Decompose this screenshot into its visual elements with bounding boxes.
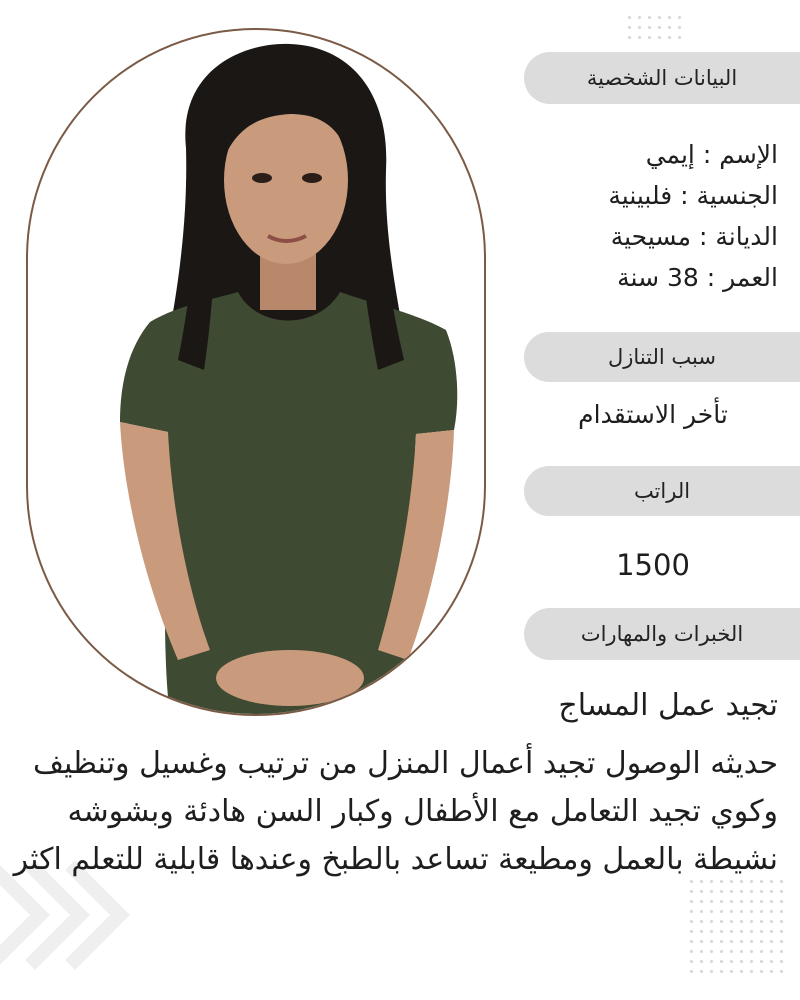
decorative-dot bbox=[720, 940, 723, 943]
decorative-dot bbox=[750, 910, 753, 913]
decorative-dot bbox=[760, 950, 763, 953]
decorative-dot bbox=[770, 930, 773, 933]
decorative-dot bbox=[678, 16, 681, 19]
decorative-dot bbox=[648, 36, 651, 39]
decorative-dot bbox=[770, 970, 773, 973]
decorative-dot bbox=[730, 950, 733, 953]
profile-photo bbox=[26, 28, 486, 716]
decorative-dot bbox=[740, 950, 743, 953]
decorative-dot bbox=[740, 910, 743, 913]
decorative-dot bbox=[700, 940, 703, 943]
decorative-dot bbox=[750, 930, 753, 933]
decorative-dot bbox=[720, 910, 723, 913]
decorative-dot bbox=[628, 26, 631, 29]
decorative-dot bbox=[780, 950, 783, 953]
decorative-dot bbox=[770, 960, 773, 963]
decorative-dot bbox=[780, 900, 783, 903]
decorative-dot bbox=[730, 890, 733, 893]
decorative-dot bbox=[628, 36, 631, 39]
decorative-dot bbox=[760, 940, 763, 943]
decorative-dot bbox=[720, 960, 723, 963]
decorative-dot bbox=[740, 930, 743, 933]
decorative-dot bbox=[700, 950, 703, 953]
decorative-dot bbox=[638, 36, 641, 39]
decorative-dot bbox=[710, 890, 713, 893]
decorative-dot bbox=[658, 26, 661, 29]
decorative-dot bbox=[648, 16, 651, 19]
decorative-dot bbox=[770, 940, 773, 943]
decorative-dot bbox=[700, 910, 703, 913]
decorative-dot bbox=[690, 970, 693, 973]
release-reason-header bbox=[524, 332, 800, 382]
decorative-dot bbox=[678, 36, 681, 39]
decorative-dot bbox=[750, 970, 753, 973]
decorative-dot bbox=[690, 930, 693, 933]
decorative-dot bbox=[710, 920, 713, 923]
release-reason-title: سبب التنازل bbox=[608, 345, 716, 369]
decorative-dot bbox=[730, 900, 733, 903]
decorative-dot bbox=[690, 960, 693, 963]
decorative-dot bbox=[720, 950, 723, 953]
decorative-dot bbox=[690, 900, 693, 903]
person-illustration bbox=[28, 30, 486, 716]
decorative-dot bbox=[720, 930, 723, 933]
decorative-dot bbox=[638, 16, 641, 19]
decorative-dot bbox=[720, 890, 723, 893]
decorative-dot bbox=[750, 900, 753, 903]
salary-header bbox=[524, 466, 800, 516]
personal-info-title: البيانات الشخصية bbox=[586, 66, 738, 90]
decorative-dot bbox=[730, 930, 733, 933]
decorative-dot bbox=[668, 16, 671, 19]
skills-title: الخبرات والمهارات bbox=[580, 622, 744, 646]
decorative-dot bbox=[750, 960, 753, 963]
decorative-dot bbox=[780, 930, 783, 933]
decorative-dot bbox=[780, 890, 783, 893]
decorative-dot bbox=[690, 950, 693, 953]
decorative-dot bbox=[740, 890, 743, 893]
decorative-dot bbox=[750, 890, 753, 893]
decorative-dot bbox=[710, 950, 713, 953]
decorative-dot bbox=[700, 930, 703, 933]
decorative-dot bbox=[720, 900, 723, 903]
decorative-dot bbox=[720, 920, 723, 923]
decorative-dot bbox=[780, 920, 783, 923]
decorative-dot bbox=[730, 970, 733, 973]
decorative-dot bbox=[740, 970, 743, 973]
decorative-dot bbox=[710, 970, 713, 973]
skills-headline: تجيد عمل المساج bbox=[558, 688, 778, 723]
decorative-dot bbox=[750, 940, 753, 943]
decorative-dot bbox=[760, 910, 763, 913]
decorative-dot bbox=[770, 890, 773, 893]
decorative-dot bbox=[700, 890, 703, 893]
decorative-dot bbox=[770, 920, 773, 923]
decorative-dot bbox=[690, 910, 693, 913]
decorative-dot bbox=[638, 26, 641, 29]
decorative-dot bbox=[780, 880, 783, 883]
decorative-dot bbox=[690, 940, 693, 943]
decorative-dot bbox=[750, 920, 753, 923]
decorative-dot bbox=[740, 940, 743, 943]
decorative-dot bbox=[760, 920, 763, 923]
salary-value: 1500 bbox=[616, 548, 690, 582]
decorative-dot bbox=[750, 950, 753, 953]
decorative-dot bbox=[690, 920, 693, 923]
decorative-dot bbox=[710, 900, 713, 903]
decorative-dot bbox=[668, 36, 671, 39]
decorative-dot bbox=[780, 960, 783, 963]
decorative-dot bbox=[740, 920, 743, 923]
decorative-dot bbox=[740, 900, 743, 903]
personal-info-header bbox=[524, 52, 800, 104]
decorative-dot bbox=[730, 910, 733, 913]
decorative-dot bbox=[710, 910, 713, 913]
name-line: الإسم : إيمي bbox=[645, 140, 778, 169]
decorative-dot bbox=[668, 26, 671, 29]
decorative-dot bbox=[770, 950, 773, 953]
decorative-dot bbox=[780, 970, 783, 973]
decorative-dot bbox=[700, 960, 703, 963]
decorative-dot bbox=[730, 960, 733, 963]
decorative-dot bbox=[740, 960, 743, 963]
decorative-dot bbox=[720, 970, 723, 973]
decorative-dot bbox=[770, 910, 773, 913]
skills-header bbox=[524, 608, 800, 660]
decorative-dot bbox=[628, 16, 631, 19]
nationality-line: الجنسية : فلبينية bbox=[608, 181, 778, 210]
decorative-dot bbox=[710, 930, 713, 933]
decorative-dot bbox=[780, 910, 783, 913]
decorative-dot bbox=[700, 900, 703, 903]
decorative-dot bbox=[730, 940, 733, 943]
decorative-dot bbox=[760, 960, 763, 963]
decorative-dot bbox=[700, 920, 703, 923]
religion-line: الديانة : مسيحية bbox=[610, 222, 778, 251]
decorative-dot bbox=[710, 940, 713, 943]
decorative-dot bbox=[678, 26, 681, 29]
decorative-dot bbox=[730, 920, 733, 923]
skills-description: حديثه الوصول تجيد أعمال المنزل من ترتيب وغسيل وتنظيف وكوي تجيد التعامل مع الأطفال وكبار السن هادئة وبشوشه نشيطة بالعمل ومطيعة تساعد بالطبخ وعندها قابلية للتعلم اكثر bbox=[13, 746, 778, 877]
decorative-dot bbox=[648, 26, 651, 29]
decorative-dot bbox=[690, 890, 693, 893]
decorative-dot bbox=[770, 900, 773, 903]
decorative-dot bbox=[760, 930, 763, 933]
release-reason-value: تأخر الاستقدام bbox=[578, 400, 728, 429]
decorative-dot bbox=[658, 36, 661, 39]
decorative-dot bbox=[780, 940, 783, 943]
decorative-dot bbox=[760, 890, 763, 893]
decorative-dot bbox=[760, 970, 763, 973]
decorative-dot bbox=[710, 960, 713, 963]
decorative-dots-top bbox=[628, 16, 688, 46]
salary-title: الراتب bbox=[633, 479, 691, 503]
decorative-dot bbox=[760, 900, 763, 903]
age-line: العمر : 38 سنة bbox=[617, 263, 778, 292]
decorative-dots-bottom bbox=[690, 880, 790, 990]
decorative-dot bbox=[700, 970, 703, 973]
decorative-dot bbox=[658, 16, 661, 19]
